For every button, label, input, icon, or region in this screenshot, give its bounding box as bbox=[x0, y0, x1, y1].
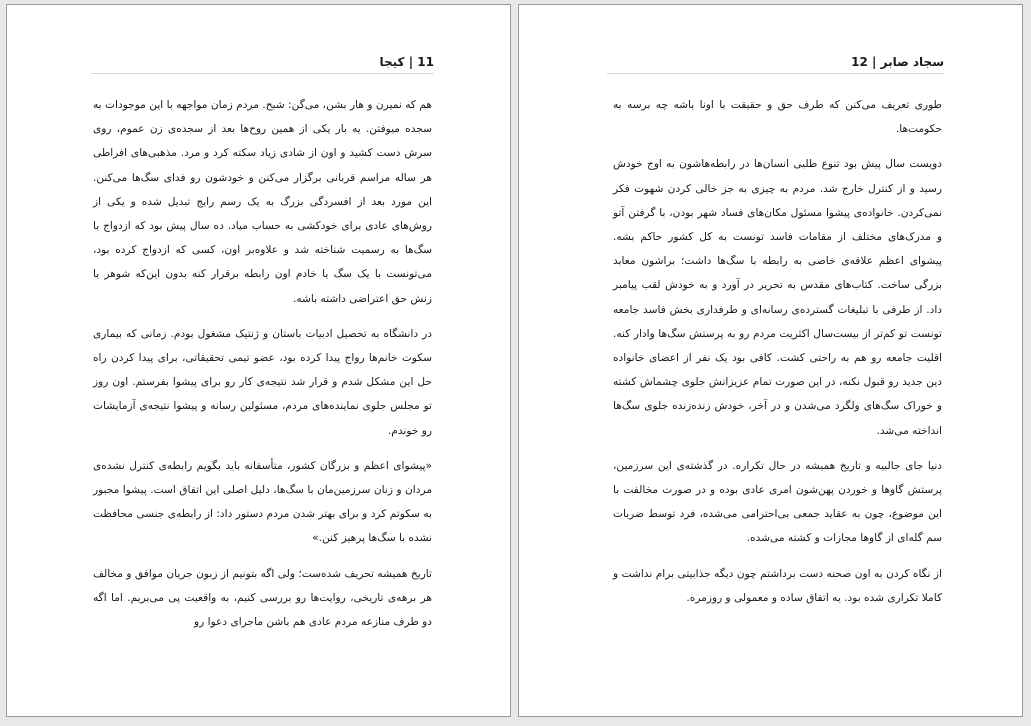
right-page-body bbox=[613, 93, 942, 621]
left-page-body bbox=[93, 93, 432, 645]
paragraph: طوری تعریف می‌کنن که طرف حق و حقیقت با اونا باشه چه برسه به حکومت‌ها. bbox=[613, 99, 942, 136]
right-header-separator: | bbox=[872, 55, 877, 69]
paragraph: «پیشوای اعظم و بزرگان کشور، متأسفانه باید بگویم رابطه‌ی کنترل نشده‌ی مردان و زنان سرزمین‌مان با سگ‌ها، دلیل اصلی این اتفاق است. پیشوا مجبور به سکوتم کرد و برای بهتر شدن مردم دستور داد: از رابطه‌ی جنسی محافظت نشده با سگ‌ها پرهیز کنن.» bbox=[93, 459, 432, 545]
right-header-title: سجاد صابر bbox=[880, 55, 944, 69]
right-page-header bbox=[851, 51, 944, 73]
left-header-title: کیجا bbox=[379, 55, 405, 69]
right-page bbox=[518, 4, 1023, 717]
paragraph: دویست سال پیش بود تنوع طلبی انسان‌ها در رابطه‌هاشون به اوج خودش رسید و از کنترل خارج شد. مردم به چیزی به جز خالی کردن شهوت فکر نمی‌کردن. خانواده‌ی پیشوا مسئول مکان‌های فساد شهر بودن، با گرفتن آتو و مدرک‌های مختلف از مقامات فاسد تونست به کل کشور حاکم بشه. پیشوای اعظم علاقه‌ی خاصی به رابطه با سگ‌ها داشت؛ براشون معابد بزرگی ساخت. کتاب‌های مقدس به تحریر در آورد و به خودش لقب پیامبر داد. از طرفی با تبلیغات گسترده‌ی رسانه‌ای و طرفداری بخش فاسد جامعه تونست تو کم‌تر از بیست‌سال اکثریت مردم رو به پرستش سگ‌ها وادار کنه. اقلیت جامعه رو هم به راحتی کشت. کافی بود یک نفر از اعضای خانواده دین جدید رو قبول نکنه، در این صورت تمام عزیزانش جلوی چشماش کشته و خوراک سگ‌های ولگرد می‌شدن و در آخر، خودش زنده‌زنده جلوی سگ‌ها انداخته می‌شد. bbox=[613, 158, 942, 437]
paragraph: در دانشگاه به تحصیل ادبیات باستان و ژنتیک مشغول بودم. زمانی که بیماری سکوت خانم‌ها رواج پیدا کرده بود، عضو تیمی تحقیقاتی، برای پیدا کردن راه حل این مشکل شدم و قرار شد نتیجه‌ی کار رو برای پیشوا بفرستم. اون روز تو مجلس جلوی نماینده‌های مردم، مسئولین رسانه و پیشوا نتیجه‌ی آزمایشات رو خوندم. bbox=[93, 327, 432, 437]
right-page-number: 12 bbox=[851, 55, 868, 69]
left-header-separator: | bbox=[408, 55, 414, 69]
left-page bbox=[6, 4, 511, 717]
left-page-header bbox=[380, 51, 435, 73]
paragraph: از نگاه کردن به اون صحنه دست برداشتم چون دیگه جذابیتی برام نداشت و کاملا تکراری شده بود. یه اتفاق ساده و معمولی و روزمره. bbox=[613, 567, 942, 604]
paragraph: دنیا جای جالبیه و تاریخ همیشه در حال تکراره. در گذشته‌ی این سرزمین، پرستش گاوها و خوردن پهن‌شون امری عادی بوده و در صورت مخالفت با این موضوع، چون به عقاید جمعی بی‌احترامی می‌شده، فرد توسط ضربات سم گله‌ای از گاوها مجازات و کشته می‌شده. bbox=[613, 459, 942, 545]
paragraph: تاریخ همیشه تحریف شده‌ست؛ ولی اگه بتونیم از زبون جریان موافق و مخالف هر برهه‌ی تاریخی، روایت‌ها رو بررسی کنیم، به واقعیت پی می‌بریم. اما اگه دو طرف منازعه مردم عادی هم باشن ماجرای دعوا رو bbox=[93, 567, 432, 629]
left-header-divider bbox=[91, 73, 434, 74]
paragraph: هم که نمیرن و هار بشن، می‌گن: شبح. مردم زمان مواجهه با این موجودات به سجده میوفتن. یه بار یکی از همین روح‌ها بعد از سجده‌ی زن عموم، روی سرش دست کشید و اون از شادی زیاد سکته کرد و مرد. مذهبی‌های افراطی هر ساله مراسم قربانی برگزار می‌کنن و خودشون رو فدای سگ‌ها می‌کنن. این مورد بعد از افسردگی بزرگ به یک رسم رایج تبدیل شده و یکی از روش‌های عادی برای خودکشی به حساب میاد. ده سال پیش بود که ازدواج با سگ‌ها به رسمیت شناخته شد و علاوه‌بر اون، کسی که ازدواج کرده بود، می‌تونست با یک سگ یا خادم اون رابطه برقرار کنه بدون این‌که شوهر یا زنش حق اعتراضی داشته باشه. bbox=[93, 99, 432, 305]
right-header-divider bbox=[607, 73, 944, 74]
left-page-number: 11 bbox=[417, 55, 434, 69]
